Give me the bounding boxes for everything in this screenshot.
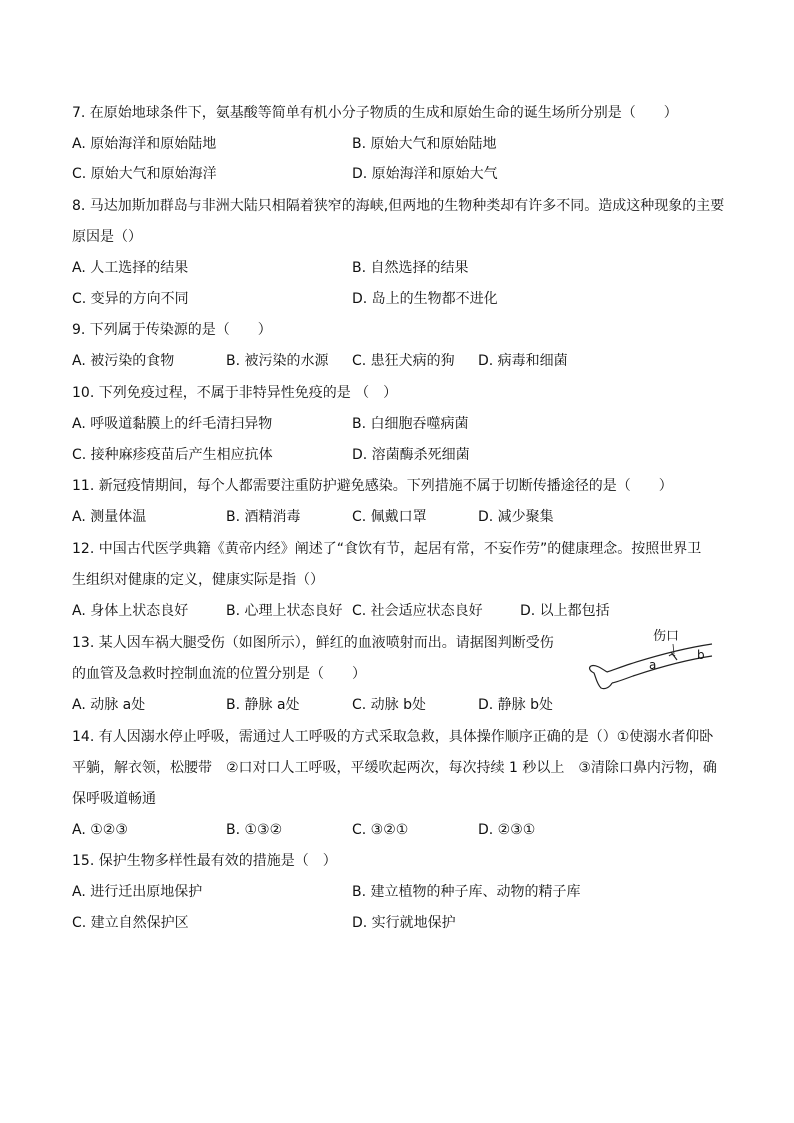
- question-8-option-a: A. 人工选择的结果: [72, 260, 189, 276]
- question-10-option-d: D. 溶菌酶杀死细菌: [352, 447, 470, 463]
- question-15-stem: 15. 保护生物多样性最有效的措施是（ ）: [72, 853, 337, 869]
- question-12-option-a: A. 身体上状态良好: [72, 603, 189, 619]
- question-10-option-a: A. 呼吸道黏膜上的纤毛清扫异物: [72, 416, 273, 432]
- question-9-option-b: B. 被污染的水源: [226, 353, 329, 369]
- question-13-stem-line-2: 的血管及急救时控制血流的位置分别是（ ）: [72, 666, 366, 682]
- question-14-stem-line-2: 平躺，解衣领，松腰带 ②口对口人工呼吸，平缓吹起两次，每次持续 1 秒以上 ③清除口鼻内污物，确: [72, 760, 717, 776]
- leg-wound-figure: [585, 630, 720, 692]
- question-14-stem-line-3: 保呼吸道畅通: [72, 791, 156, 807]
- question-7-stem: 7. 在原始地球条件下，氨基酸等简单有机小分子物质的生成和原始生命的诞生场所分别是（ ）: [72, 105, 678, 121]
- question-12-option-c: C. 社会适应状态良好: [352, 603, 483, 619]
- question-7-option-b: B. 原始大气和原始陆地: [352, 136, 497, 152]
- question-9-stem: 9. 下列属于传染源的是（ ）: [72, 322, 272, 338]
- question-7-option-a: A. 原始海洋和原始陆地: [72, 136, 217, 152]
- question-15-option-c: C. 建立自然保护区: [72, 915, 189, 931]
- question-7-option-d: D. 原始海洋和原始大气: [352, 166, 498, 182]
- question-8-option-b: B. 自然选择的结果: [352, 260, 469, 276]
- question-13-option-b: B. 静脉 a处: [226, 697, 300, 713]
- question-15-option-b: B. 建立植物的种子库、动物的精子库: [352, 884, 581, 900]
- wound-label: 伤口: [653, 629, 680, 644]
- question-12-option-b: B. 心理上状态良好: [226, 603, 343, 619]
- question-8-stem-line-1: 8. 马达加斯加群岛与非洲大陆只相隔着狭窄的海峡,但两地的生物种类却有许多不同。造成这种现象的主要: [72, 198, 725, 214]
- question-9-option-c: C. 患狂犬病的狗: [352, 353, 455, 369]
- question-13-option-d: D. 静脉 b处: [478, 697, 554, 713]
- point-b-label: b: [697, 648, 705, 662]
- question-14-stem-line-1: 14. 有人因溺水停止呼吸，需通过人工呼吸的方式采取急救，具体操作顺序正确的是（）①使溺水者仰卧: [72, 729, 714, 745]
- question-10-stem: 10. 下列免疫过程，不属于非特异性免疫的是 （ ）: [72, 385, 398, 401]
- question-15-option-a: A. 进行迁出原地保护: [72, 884, 203, 900]
- question-15-option-d: D. 实行就地保护: [352, 915, 456, 931]
- question-12-stem-line-2: 生组织对健康的定义，健康实际是指（）: [72, 572, 324, 588]
- question-11-option-c: C. 佩戴口罩: [352, 509, 427, 525]
- question-14-option-a: A. ①②③: [72, 822, 128, 838]
- question-11-option-b: B. 酒精消毒: [226, 509, 301, 525]
- question-11-option-a: A. 测量体温: [72, 509, 147, 525]
- question-8-option-d: D. 岛上的生物都不进化: [352, 291, 498, 307]
- question-11-option-d: D. 减少聚集: [478, 509, 554, 525]
- question-11-stem: 11. 新冠疫情期间，每个人都需要注重防护避免感染。下列措施不属于切断传播途径的是（ ）: [72, 478, 673, 494]
- question-13-option-c: C. 动脉 b处: [352, 697, 427, 713]
- question-12-option-d: D. 以上都包括: [520, 603, 610, 619]
- question-13-stem-line-1: 13. 某人因车祸大腿受伤（如图所示），鲜红的血液喷射而出。请据图判断受伤: [72, 635, 554, 651]
- question-7-option-c: C. 原始大气和原始海洋: [72, 166, 217, 182]
- question-10-option-b: B. 白细胞吞噬病菌: [352, 416, 469, 432]
- question-14-option-b: B. ①③②: [226, 822, 283, 838]
- point-a-label: a: [649, 658, 657, 672]
- question-10-option-c: C. 接种麻疹疫苗后产生相应抗体: [72, 447, 273, 463]
- question-14-option-c: C. ③②①: [352, 822, 409, 838]
- question-8-stem-line-2: 原因是（）: [72, 229, 142, 245]
- question-14-option-d: D. ②③①: [478, 822, 536, 838]
- question-9-option-d: D. 病毒和细菌: [478, 353, 568, 369]
- question-8-option-c: C. 变异的方向不同: [72, 291, 189, 307]
- question-13-option-a: A. 动脉 a处: [72, 697, 146, 713]
- question-12-stem-line-1: 12. 中国古代医学典籍《黄帝内经》阐述了“食饮有节，起居有常，不妄作劳”的健康理念。按照世界卫: [72, 541, 702, 557]
- question-9-option-a: A. 被污染的食物: [72, 353, 175, 369]
